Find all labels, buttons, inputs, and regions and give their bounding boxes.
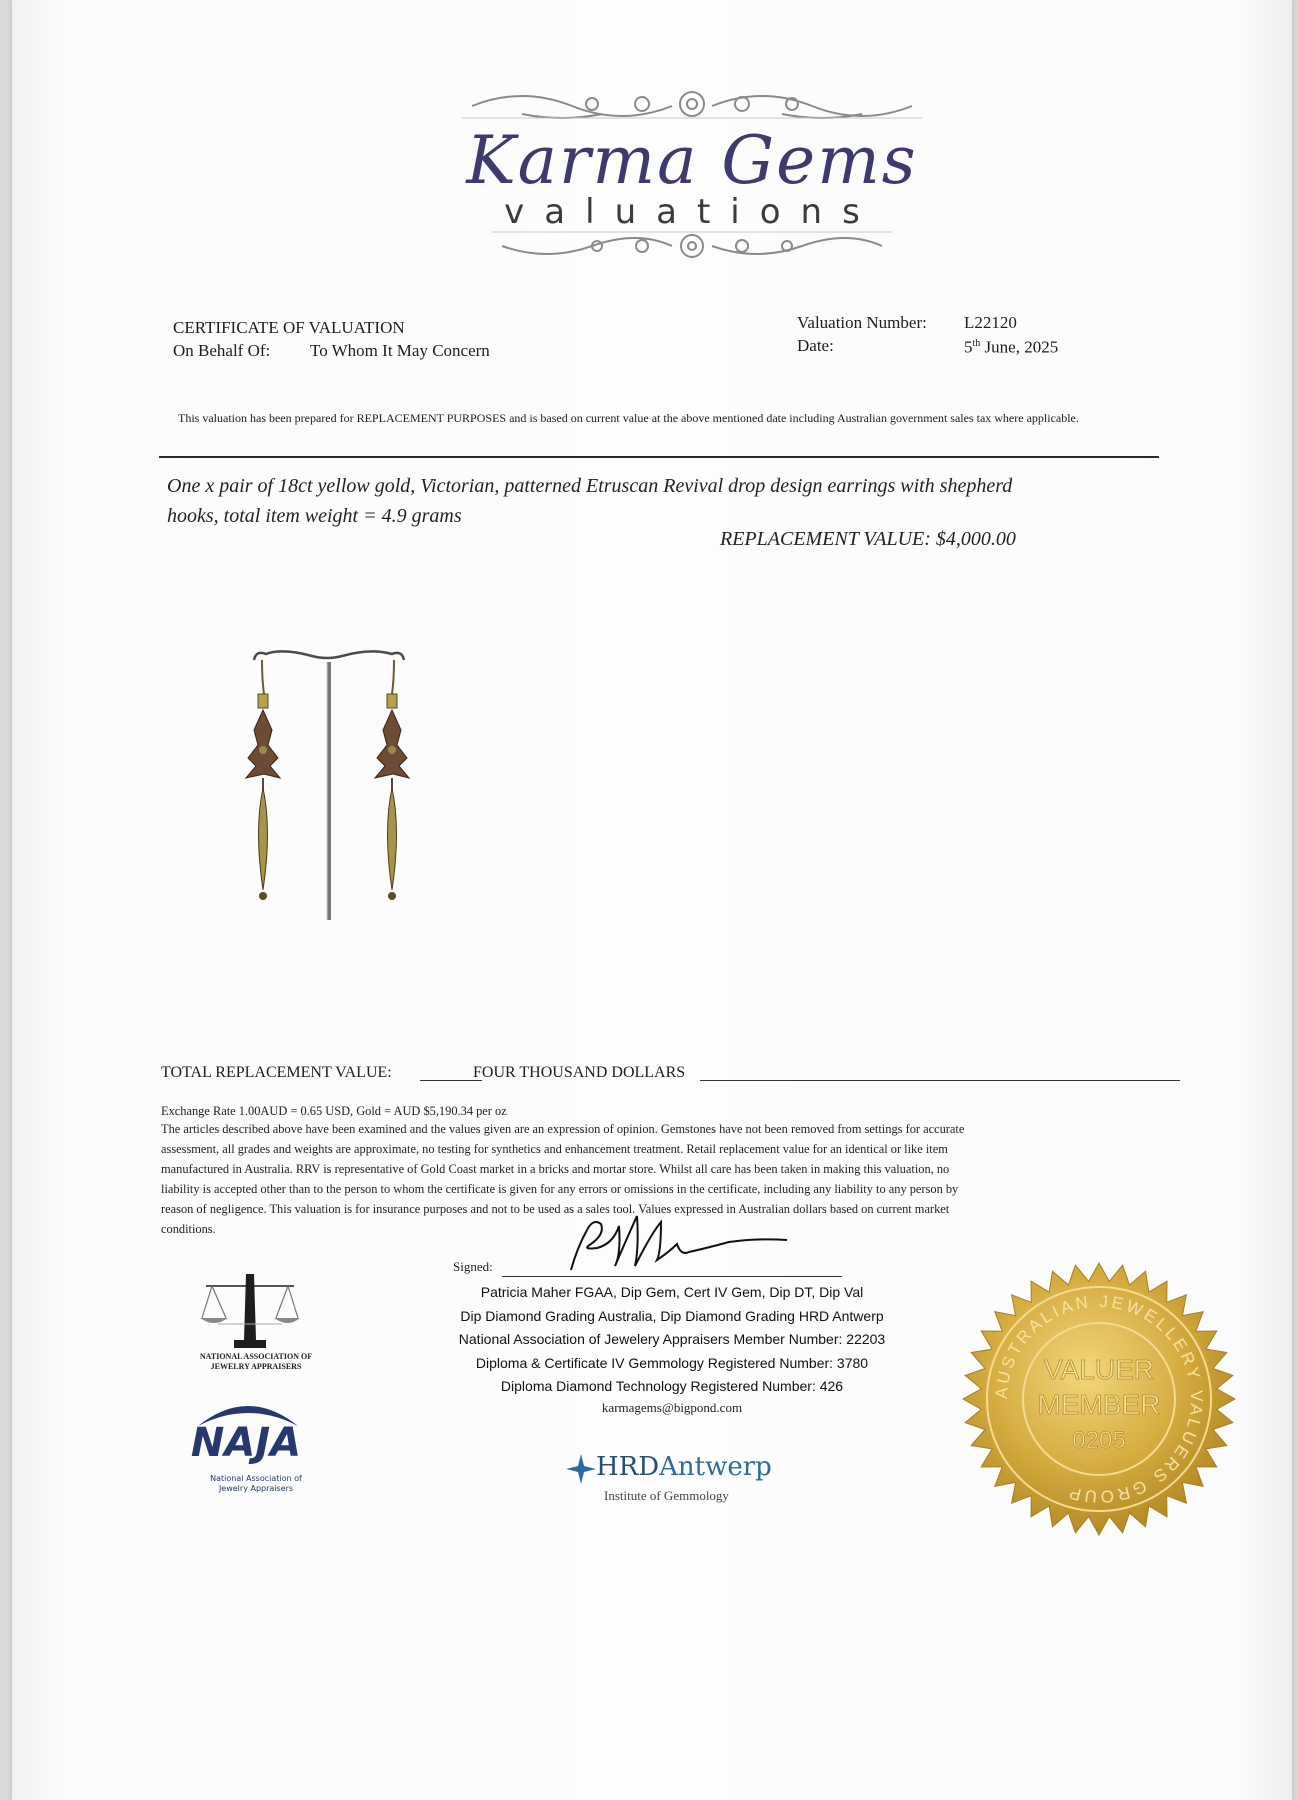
- credentials-block: [382, 1281, 962, 1399]
- seal-line-3: 0205: [1072, 1427, 1126, 1454]
- exchange-rate: Exchange Rate 1.00AUD = 0.65 USD, Gold = AUD $5,190.34 per oz: [161, 1104, 507, 1118]
- terms-line-5: reason of negligence. This valuation is for insurance purposes and not to be used as a sales tool. Values expressed in Australian dollars based on current market: [161, 1202, 950, 1216]
- certificate-title: CERTIFICATE OF VALUATION: [173, 318, 405, 337]
- ornament-bottom-icon: [492, 228, 892, 264]
- credential-line-1: Patricia Maher FGAA, Dip Gem, Cert IV Gem, Dip DT, Dip Val: [480, 1284, 864, 1300]
- item-description-line1: One x pair of 18ct yellow gold, Victorian, patterned Etruscan Revival drop design earrings with shepherd: [167, 475, 1013, 497]
- on-behalf-label: On Behalf Of:: [173, 341, 271, 360]
- naja-small-caption: NATIONAL ASSOCIATION OF JEWELRY APPRAISERS: [199, 1352, 313, 1371]
- replacement-value: REPLACEMENT VALUE: $4,000.00: [720, 528, 1016, 550]
- certificate-sheet: [12, 0, 1292, 1800]
- naja-logo-text: NAJA: [190, 1420, 302, 1466]
- date-value: 5th June, 2025: [964, 337, 1059, 357]
- seal-ring-text: AUSTRALIAN JEWELLERY VALUERS GROUP: [991, 1291, 1207, 1507]
- on-behalf-value: To Whom It May Concern: [310, 341, 490, 360]
- terms-line-2: assessment, all grades and weights are approximate, no testing for synthetics and enhancement treatment. Retail replacement value for an identical or like item: [161, 1142, 948, 1156]
- total-value: FOUR THOUSAND DOLLARS: [473, 1064, 686, 1081]
- terms-line-1: The articles described above have been examined and the values given are an expression of opinion. Gemstones have not been removed from settings for accurate: [161, 1122, 965, 1136]
- ornament-top-icon: [462, 84, 922, 124]
- seal-line-1: VALUER: [1044, 1354, 1154, 1385]
- total-label: TOTAL REPLACEMENT VALUE:: [161, 1064, 392, 1081]
- credential-line-3: National Association of Jewelery Appraisers Member Number: 22203: [458, 1331, 886, 1347]
- date-label: Date:: [797, 336, 834, 355]
- handwritten-signature: [557, 1208, 797, 1278]
- scales-icon: [198, 1268, 308, 1358]
- karma-gems-logo: [392, 80, 992, 280]
- divider-rule: [159, 456, 1159, 458]
- credential-line-2: Dip Diamond Grading Australia, Dip Diamond Grading HRD Antwerp: [460, 1307, 884, 1324]
- terms-line-4: liability is accepted other than to the person to whom the certificate is given for any errors or omissions in the certificate, including any liability to any person by: [161, 1182, 959, 1196]
- total-underline-right: [700, 1080, 1180, 1081]
- logo-sub-text: valuations: [504, 192, 880, 232]
- valuation-number-label: Valuation Number:: [797, 313, 927, 332]
- naja-logo-caption: National Association of Jewelry Appraisers: [210, 1474, 302, 1493]
- terms-line-3: manufactured in Australia. RRV is representative of Gold Coast market in a bricks and mortar store. Whilst all care has been taken in making this valuation, no: [161, 1162, 950, 1176]
- purpose-note: This valuation has been prepared for REPLACEMENT PURPOSES and is based on current value at the above mentioned date including Australian government sales tax where applicable.: [178, 411, 1079, 425]
- hrd-logo-text: HRDAntwerp: [596, 1452, 772, 1482]
- hrd-star-icon: [566, 1454, 596, 1484]
- valuer-member-seal: [962, 1262, 1236, 1536]
- credential-line-4: Diploma & Certificate IV Gemmology Registered Number: 3780: [475, 1354, 869, 1371]
- earrings-photo: [242, 650, 442, 920]
- valuation-number-value: L22120: [964, 313, 1017, 332]
- credential-line-5: Diploma Diamond Technology Registered Number: 426: [500, 1378, 844, 1394]
- signed-label: Signed:: [453, 1259, 493, 1274]
- seal-line-2: MEMBER: [1037, 1389, 1161, 1420]
- item-description-line2: hooks, total item weight = 4.9 grams: [167, 505, 462, 527]
- hrd-logo-caption: Institute of Gemmology: [604, 1488, 729, 1503]
- logo-script-text: Karma Gems: [466, 122, 918, 199]
- contact-email: karmagems@bigpond.com: [601, 1400, 743, 1415]
- terms-line-6: conditions.: [161, 1222, 216, 1236]
